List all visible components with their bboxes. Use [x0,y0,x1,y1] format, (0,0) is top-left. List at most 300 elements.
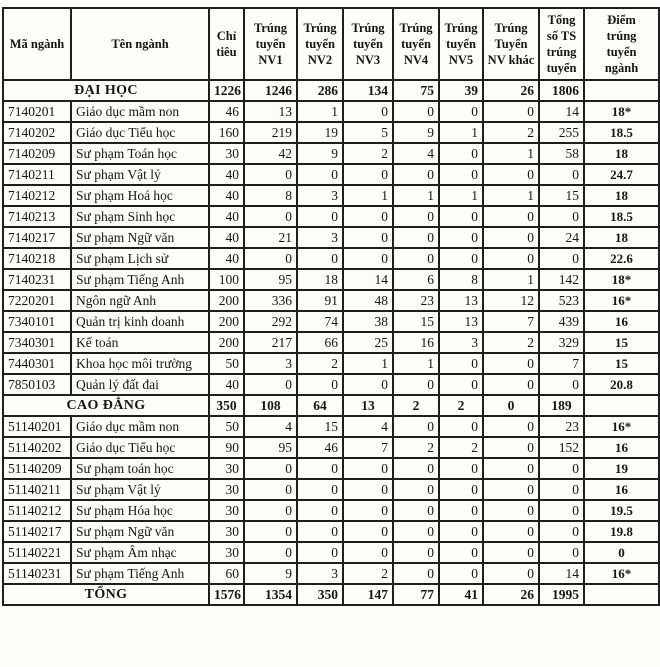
cell-value-2: 74 [297,311,343,332]
cell-value-6: 1 [483,143,539,164]
cell-value-4: 0 [393,416,439,437]
cell-ten-nganh: Sư phạm Tiếng Anh [71,563,209,584]
table-row [3,122,659,143]
cell-value-6: 0 [483,206,539,227]
cell-ma-nganh: 7850103 [3,374,71,395]
cell-ma-nganh: 7140209 [3,143,71,164]
cell-value-7: 1995 [539,584,584,605]
cell-value-3: 147 [343,584,393,605]
col-header-ma-nganh: Mã ngành [3,8,71,80]
cell-ten-nganh: Giáo dục Tiểu học [71,122,209,143]
cell-value-0: 160 [209,122,244,143]
cell-value-1: 217 [244,332,297,353]
cell-value-6: 0 [483,164,539,185]
col-header-nv4: Trúng tuyển NV4 [393,8,439,80]
cell-value-5: 8 [439,269,483,290]
cell-value-6: 12 [483,290,539,311]
cell-value-6: 26 [483,80,539,101]
table-header [3,8,659,80]
cell-value-5: 0 [439,374,483,395]
cell-value-3: 1 [343,185,393,206]
col-header-nv5: Trúng tuyển NV5 [439,8,483,80]
cell-value-2: 0 [297,164,343,185]
cell-value-7: 58 [539,143,584,164]
cell-value-3: 2 [343,143,393,164]
cell-value-3: 5 [343,122,393,143]
cell-value-2: 0 [297,521,343,542]
cell-value-3: 0 [343,206,393,227]
cell-value-1: 0 [244,458,297,479]
cell-ten-nganh: Quản lý đất đai [71,374,209,395]
cell-value-2: 350 [297,584,343,605]
cell-diem-trung-tuyen: 20.8 [584,374,659,395]
table-row [3,374,659,395]
cell-value-5: 0 [439,143,483,164]
cell-value-1: 0 [244,479,297,500]
cell-diem-trung-tuyen: 18.5 [584,206,659,227]
cell-value-4: 0 [393,521,439,542]
cell-value-3: 25 [343,332,393,353]
cell-value-1: 0 [244,500,297,521]
table-row [3,521,659,542]
cell-value-1: 336 [244,290,297,311]
cell-value-7: 0 [539,458,584,479]
cell-diem-trung-tuyen: 16 [584,437,659,458]
cell-ten-nganh: Sư phạm Vật lý [71,164,209,185]
cell-value-0: 50 [209,416,244,437]
cell-value-0: 200 [209,311,244,332]
cell-value-5: 1 [439,185,483,206]
cell-value-5: 0 [439,500,483,521]
cell-value-3: 0 [343,101,393,122]
cell-value-0: 30 [209,458,244,479]
cell-value-2: 19 [297,122,343,143]
cell-value-6: 0 [483,521,539,542]
cell-value-1: 8 [244,185,297,206]
cell-ten-nganh: Giáo dục mầm non [71,101,209,122]
cell-value-5: 0 [439,353,483,374]
cell-value-7: 439 [539,311,584,332]
cell-value-2: 3 [297,227,343,248]
col-header-nv3: Trúng tuyển NV3 [343,8,393,80]
cell-value-3: 2 [343,563,393,584]
cell-value-7: 255 [539,122,584,143]
cell-value-5: 39 [439,80,483,101]
cell-value-0: 30 [209,542,244,563]
cell-value-0: 30 [209,521,244,542]
cell-value-1: 1354 [244,584,297,605]
cell-value-0: 40 [209,374,244,395]
section-row [3,80,659,101]
cell-value-6: 0 [483,479,539,500]
cell-value-6: 0 [483,248,539,269]
cell-value-1: 0 [244,206,297,227]
table-row [3,437,659,458]
cell-value-5: 1 [439,122,483,143]
cell-value-5: 0 [439,248,483,269]
cell-value-4: 4 [393,143,439,164]
admission-results-table [2,7,660,606]
cell-ma-nganh: 51140211 [3,479,71,500]
cell-value-2: 0 [297,479,343,500]
cell-value-6: 0 [483,437,539,458]
col-header-nv1: Trúng tuyển NV1 [244,8,297,80]
table-row [3,500,659,521]
cell-value-2: 64 [297,395,343,416]
section-label: ĐẠI HỌC [3,80,209,101]
cell-value-6: 0 [483,374,539,395]
cell-value-7: 329 [539,332,584,353]
cell-value-4: 9 [393,122,439,143]
cell-value-6: 0 [483,542,539,563]
cell-value-4: 0 [393,479,439,500]
cell-value-3: 48 [343,290,393,311]
cell-value-2: 0 [297,500,343,521]
table-row [3,479,659,500]
cell-value-7: 0 [539,500,584,521]
section-label: TỔNG [3,584,209,605]
table-row [3,269,659,290]
cell-value-0: 30 [209,500,244,521]
cell-value-6: 26 [483,584,539,605]
cell-ten-nganh: Sư phạm Sinh học [71,206,209,227]
cell-ten-nganh: Sư phạm Hoá học [71,185,209,206]
cell-ma-nganh: 7440301 [3,353,71,374]
cell-value-4: 0 [393,374,439,395]
cell-value-0: 46 [209,101,244,122]
cell-value-1: 13 [244,101,297,122]
cell-diem-trung-tuyen [584,80,659,101]
cell-value-4: 16 [393,332,439,353]
cell-value-1: 0 [244,542,297,563]
cell-value-7: 23 [539,416,584,437]
cell-value-3: 0 [343,500,393,521]
cell-diem-trung-tuyen: 19 [584,458,659,479]
cell-value-5: 0 [439,563,483,584]
cell-value-7: 24 [539,227,584,248]
cell-value-7: 14 [539,563,584,584]
table-row [3,227,659,248]
cell-diem-trung-tuyen: 19.5 [584,500,659,521]
cell-value-2: 3 [297,563,343,584]
section-label: CAO ĐẲNG [3,395,209,416]
cell-value-0: 40 [209,185,244,206]
cell-value-0: 50 [209,353,244,374]
cell-value-4: 0 [393,227,439,248]
cell-value-1: 0 [244,521,297,542]
cell-value-5: 0 [439,227,483,248]
cell-value-5: 0 [439,542,483,563]
cell-diem-trung-tuyen: 16* [584,416,659,437]
cell-value-4: 0 [393,458,439,479]
cell-value-5: 13 [439,290,483,311]
cell-ma-nganh: 7220201 [3,290,71,311]
cell-value-1: 95 [244,269,297,290]
cell-value-1: 42 [244,143,297,164]
cell-value-6: 0 [483,416,539,437]
cell-diem-trung-tuyen: 22.6 [584,248,659,269]
cell-value-7: 152 [539,437,584,458]
cell-value-7: 15 [539,185,584,206]
cell-value-4: 23 [393,290,439,311]
cell-value-1: 108 [244,395,297,416]
cell-ma-nganh: 51140231 [3,563,71,584]
cell-value-3: 0 [343,542,393,563]
cell-value-2: 3 [297,185,343,206]
cell-ma-nganh: 51140209 [3,458,71,479]
cell-value-6: 1 [483,269,539,290]
cell-value-1: 0 [244,248,297,269]
cell-value-0: 200 [209,332,244,353]
cell-ma-nganh: 51140217 [3,521,71,542]
cell-diem-trung-tuyen: 18.5 [584,122,659,143]
cell-value-5: 0 [439,164,483,185]
cell-ma-nganh: 51140201 [3,416,71,437]
cell-value-0: 200 [209,290,244,311]
cell-value-1: 3 [244,353,297,374]
cell-value-6: 1 [483,185,539,206]
cell-value-6: 0 [483,227,539,248]
table-row [3,248,659,269]
cell-value-4: 1 [393,353,439,374]
cell-value-1: 95 [244,437,297,458]
col-header-diem-trung-tuyen: Điểm trúng tuyển ngành [584,8,659,80]
cell-diem-trung-tuyen: 16* [584,563,659,584]
cell-ten-nganh: Sư phạm Ngữ văn [71,227,209,248]
cell-ten-nganh: Quản trị kinh doanh [71,311,209,332]
table-row [3,458,659,479]
cell-value-2: 0 [297,206,343,227]
cell-value-2: 0 [297,374,343,395]
table-row [3,416,659,437]
cell-ten-nganh: Ngôn ngữ Anh [71,290,209,311]
cell-value-5: 2 [439,395,483,416]
table-row [3,206,659,227]
cell-value-4: 2 [393,395,439,416]
cell-ten-nganh: Sư phạm toán học [71,458,209,479]
cell-value-7: 14 [539,101,584,122]
cell-value-4: 0 [393,563,439,584]
cell-ma-nganh: 7140217 [3,227,71,248]
cell-value-6: 0 [483,353,539,374]
cell-ten-nganh: Kế toán [71,332,209,353]
cell-value-7: 523 [539,290,584,311]
cell-ma-nganh: 51140221 [3,542,71,563]
cell-value-7: 7 [539,353,584,374]
cell-value-3: 0 [343,248,393,269]
cell-value-1: 0 [244,374,297,395]
header-row [3,8,659,80]
cell-diem-trung-tuyen [584,584,659,605]
cell-value-2: 0 [297,542,343,563]
cell-value-5: 3 [439,332,483,353]
cell-ten-nganh: Giáo dục Tiểu học [71,437,209,458]
cell-value-3: 134 [343,80,393,101]
cell-diem-trung-tuyen: 16 [584,311,659,332]
cell-value-6: 2 [483,122,539,143]
cell-value-6: 0 [483,563,539,584]
cell-value-1: 9 [244,563,297,584]
cell-diem-trung-tuyen: 16* [584,290,659,311]
cell-ten-nganh: Sư phạm Tiếng Anh [71,269,209,290]
cell-value-4: 15 [393,311,439,332]
table-row [3,542,659,563]
cell-ten-nganh: Sư phạm Toán học [71,143,209,164]
cell-value-6: 0 [483,500,539,521]
cell-value-6: 0 [483,101,539,122]
cell-value-0: 40 [209,206,244,227]
cell-value-7: 0 [539,374,584,395]
table-row [3,311,659,332]
cell-value-0: 60 [209,563,244,584]
col-header-chi-tieu: Chỉ tiêu [209,8,244,80]
cell-value-4: 75 [393,80,439,101]
cell-value-3: 7 [343,437,393,458]
table-row [3,332,659,353]
cell-value-2: 66 [297,332,343,353]
cell-value-0: 1576 [209,584,244,605]
cell-ten-nganh: Giáo dục mầm non [71,416,209,437]
cell-value-3: 0 [343,479,393,500]
cell-value-6: 2 [483,332,539,353]
cell-value-2: 2 [297,353,343,374]
cell-value-6: 0 [483,458,539,479]
cell-value-1: 0 [244,164,297,185]
table-row [3,101,659,122]
cell-value-3: 0 [343,374,393,395]
cell-value-7: 142 [539,269,584,290]
cell-value-2: 0 [297,248,343,269]
cell-value-2: 15 [297,416,343,437]
cell-value-5: 13 [439,311,483,332]
cell-value-0: 40 [209,248,244,269]
cell-ma-nganh: 7340101 [3,311,71,332]
cell-value-7: 0 [539,164,584,185]
cell-value-4: 77 [393,584,439,605]
cell-ma-nganh: 7140213 [3,206,71,227]
cell-value-3: 13 [343,395,393,416]
cell-value-3: 1 [343,353,393,374]
col-header-nv-khac: Trúng Tuyển NV khác [483,8,539,80]
cell-value-6: 0 [483,395,539,416]
cell-value-4: 0 [393,164,439,185]
cell-ten-nganh: Sư phạm Ngữ văn [71,521,209,542]
cell-value-4: 2 [393,437,439,458]
cell-value-2: 18 [297,269,343,290]
cell-ma-nganh: 7140218 [3,248,71,269]
table-row [3,185,659,206]
cell-diem-trung-tuyen: 19.8 [584,521,659,542]
cell-value-6: 7 [483,311,539,332]
table-body [3,80,659,605]
cell-value-5: 0 [439,206,483,227]
cell-diem-trung-tuyen: 18* [584,101,659,122]
section-row [3,395,659,416]
cell-ma-nganh: 51140202 [3,437,71,458]
cell-value-0: 350 [209,395,244,416]
cell-value-2: 91 [297,290,343,311]
cell-value-1: 292 [244,311,297,332]
cell-ten-nganh: Sư phạm Lịch sử [71,248,209,269]
cell-value-4: 0 [393,248,439,269]
cell-value-2: 1 [297,101,343,122]
cell-ten-nganh: Sư phạm Âm nhạc [71,542,209,563]
cell-value-5: 41 [439,584,483,605]
col-header-tong-so-ts: Tổng số TS trúng tuyển [539,8,584,80]
cell-value-5: 2 [439,437,483,458]
cell-diem-trung-tuyen [584,395,659,416]
cell-value-7: 1806 [539,80,584,101]
cell-value-3: 0 [343,458,393,479]
cell-ten-nganh: Sư phạm Vật lý [71,479,209,500]
cell-value-7: 0 [539,479,584,500]
cell-diem-trung-tuyen: 18 [584,185,659,206]
cell-value-3: 0 [343,164,393,185]
cell-value-3: 4 [343,416,393,437]
cell-value-7: 0 [539,521,584,542]
cell-value-2: 286 [297,80,343,101]
cell-value-0: 30 [209,143,244,164]
cell-value-1: 21 [244,227,297,248]
cell-value-4: 0 [393,542,439,563]
cell-value-3: 14 [343,269,393,290]
cell-value-0: 40 [209,227,244,248]
cell-value-1: 4 [244,416,297,437]
cell-value-0: 30 [209,479,244,500]
cell-value-7: 0 [539,542,584,563]
table-row [3,290,659,311]
cell-value-7: 0 [539,206,584,227]
cell-value-2: 46 [297,437,343,458]
cell-ma-nganh: 7140211 [3,164,71,185]
cell-diem-trung-tuyen: 15 [584,332,659,353]
cell-diem-trung-tuyen: 18 [584,227,659,248]
cell-value-3: 0 [343,227,393,248]
col-header-ten-nganh: Tên ngành [71,8,209,80]
cell-value-0: 1226 [209,80,244,101]
cell-ma-nganh: 7140212 [3,185,71,206]
cell-diem-trung-tuyen: 15 [584,353,659,374]
cell-ma-nganh: 51140212 [3,500,71,521]
cell-ten-nganh: Khoa học môi trường [71,353,209,374]
cell-value-5: 0 [439,101,483,122]
cell-value-3: 38 [343,311,393,332]
cell-value-4: 1 [393,185,439,206]
table-row [3,164,659,185]
cell-value-3: 0 [343,521,393,542]
cell-ma-nganh: 7140202 [3,122,71,143]
cell-diem-trung-tuyen: 0 [584,542,659,563]
cell-value-4: 0 [393,101,439,122]
cell-value-2: 0 [297,458,343,479]
table-row [3,353,659,374]
col-header-nv2: Trúng tuyển NV2 [297,8,343,80]
cell-value-2: 9 [297,143,343,164]
cell-value-5: 0 [439,458,483,479]
cell-diem-trung-tuyen: 16 [584,479,659,500]
cell-diem-trung-tuyen: 24.7 [584,164,659,185]
cell-value-5: 0 [439,416,483,437]
cell-ma-nganh: 7340301 [3,332,71,353]
cell-value-0: 90 [209,437,244,458]
cell-value-1: 1246 [244,80,297,101]
cell-value-5: 0 [439,479,483,500]
cell-ma-nganh: 7140201 [3,101,71,122]
cell-ma-nganh: 7140231 [3,269,71,290]
cell-diem-trung-tuyen: 18 [584,143,659,164]
section-row [3,584,659,605]
cell-value-4: 0 [393,206,439,227]
